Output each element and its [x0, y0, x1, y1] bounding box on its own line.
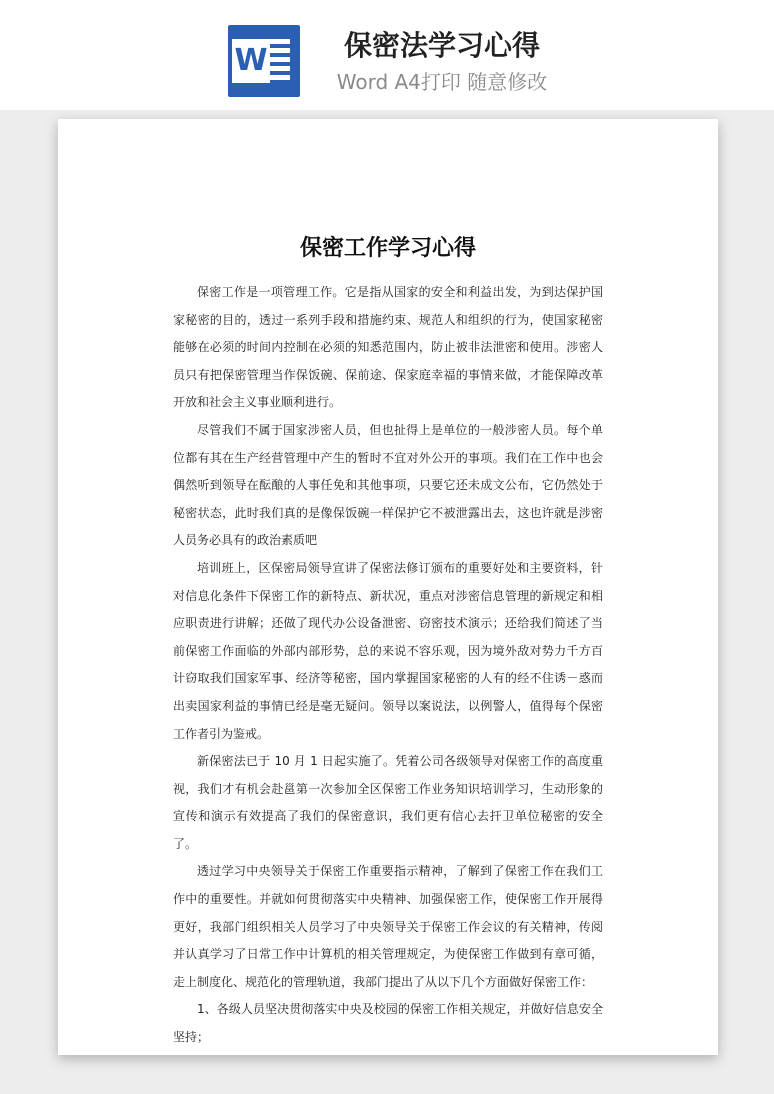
header-subtitle: Word A4打印 随意修改 [336, 70, 548, 94]
header-banner [0, 0, 774, 110]
header-title: 保密法学习心得 [343, 29, 540, 62]
paragraph: 保密工作是一项管理工作。它是指从国家的安全和利益出发，为到达保护国家秘密的目的，透过一系列手段和措施约束、规范人和组织的行为，使国家秘密能够在必须的时间内控制在必须的知悉范围内，防止被非法泄密和使用。涉密人员只有把保密管理当作保饭碗、保前途、保家庭幸福的事情来做，才能保障改革开放和社会主义事业顺利进行。 [173, 285, 603, 410]
word-icon [228, 25, 300, 97]
paragraph: 1、各级人员坚决贯彻落实中央及校园的保密工作相关规定，并做好信息安全坚持； [173, 1002, 603, 1045]
word-icon-letter: W [232, 39, 270, 83]
paragraph: 新保密法已于 10 月 1 日起实施了。凭着公司各级领导对保密工作的高度重视，我们才有机会赴邕第一次参加全区保密工作业务知识培训学习，生动形象的宣传和演示有效提高了我们的保密意识，我们更有信心去扞卫单位秘密的安全了。 [173, 754, 603, 851]
paragraph: 培训班上，区保密局领导宣讲了保密法修订颁布的重要好处和主要资料，针对信息化条件下保密工作的新特点、新状况，重点对涉密信息管理的新规定和相应职责进行讲解；还做了现代办公设备泄密、窃密技术演示；还给我们简述了当前保密工作面临的外部内部形势，总的来说不容乐观，因为境外敌对势力千方百计窃取我们国家军事、经济等秘密，国内掌握国家秘密的人有的经不住诱－惑而出卖国家利益的事情已经是毫无疑问。领导以案说法，以例警人，值得每个保密工作者引为鉴戒。 [173, 560, 603, 741]
paragraph: 透过学习中央领导关于保密工作重要指示精神，了解到了保密工作在我们工作中的重要性。并就如何贯彻落实中央精神、加强保密工作，使保密工作开展得更好，我部门组织相关人员学习了中央领导关于保密工作会议的有关精神，传阅并认真学习了日常工作中计算机的相关管理规定，为使保密工作做到有章可循，走上制度化、规范化的管理轨道，我部门提出了从以下几个方面做好保密工作： [173, 864, 603, 989]
document-title: 保密工作学习心得 [299, 236, 476, 261]
document-page [58, 119, 718, 1055]
word-icon-lines [268, 39, 290, 84]
paragraph: 尽管我们不属于国家涉密人员，但也扯得上是单位的一般涉密人员。每个单位都有其在生产经营管理中产生的暂时不宜对外公开的事项。我们在工作中也会偶然听到领导在酝酿的人事任免和其他事项，只要它还未成文公布，它仍然处于秘密状态，此时我们真的是像保饭碗一样保护它不被泄露出去，这也许就是涉密人员务必具有的政治素质吧 [173, 422, 603, 548]
document-body [173, 279, 603, 1052]
